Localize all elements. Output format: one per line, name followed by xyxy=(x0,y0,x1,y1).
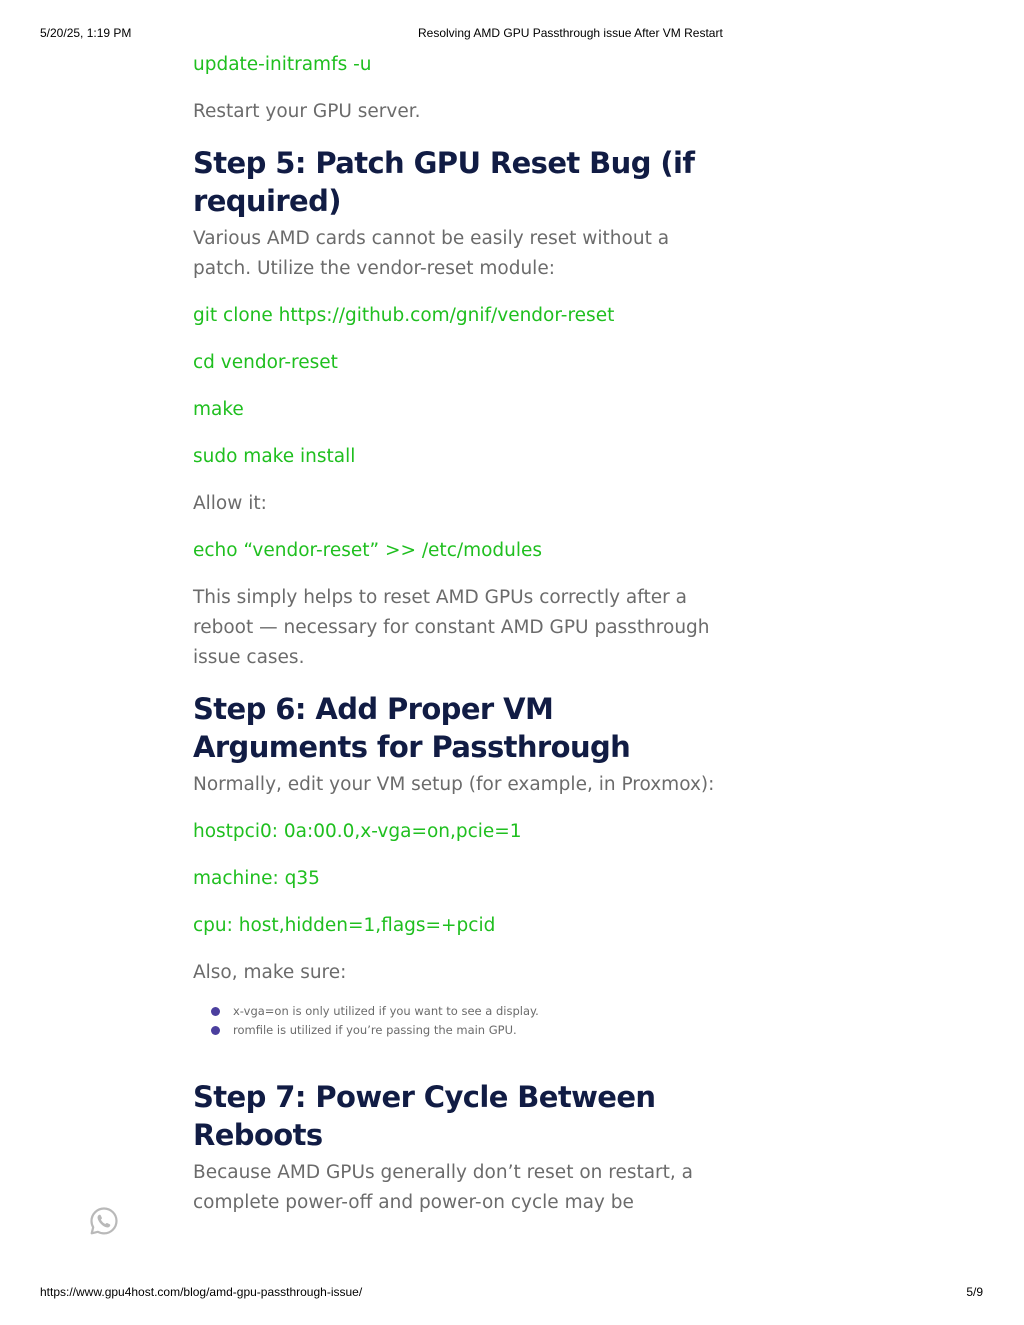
step5-allow-command: echo “vendor-reset” >> /etc/modules xyxy=(193,540,543,561)
print-datetime: 5/20/25, 1:19 PM xyxy=(40,26,132,40)
step7-intro: Because AMD GPUs generally don’t reset on restart, a complete power-off and power-on cycle may be xyxy=(193,1162,694,1213)
print-footer xyxy=(0,1285,1024,1301)
list-item xyxy=(211,1021,723,1040)
step5-command-cd: cd vendor-reset xyxy=(193,352,338,373)
step5-allow-text: Allow it: xyxy=(193,493,267,514)
step5-command-install: sudo make install xyxy=(193,446,356,467)
step6-config-cpu: cpu: host,hidden=1,flags=+pcid xyxy=(193,915,496,936)
bullet-dot-icon xyxy=(211,1026,220,1035)
print-page-title: Resolving AMD GPU Passthrough issue After VM Restart xyxy=(418,26,723,40)
step6-heading: Step 6: Add Proper VM Arguments for Passthrough xyxy=(193,692,631,764)
print-url: https://www.gpu4host.com/blog/amd-gpu-passthrough-issue/ xyxy=(40,1285,363,1299)
print-header xyxy=(0,26,1024,42)
restart-text: Restart your GPU server. xyxy=(193,101,421,122)
step6-also-text: Also, make sure: xyxy=(193,962,347,983)
code-update-initramfs: update-initramfs -u xyxy=(193,54,372,75)
step6-config-hostpci: hostpci0: 0a:00.0,x-vga=on,pcie=1 xyxy=(193,821,522,842)
article-content xyxy=(193,50,723,1235)
bullet-text: romfile is utilized if you’re passing the main GPU. xyxy=(233,1023,517,1037)
step6-bullet-list xyxy=(193,1002,723,1040)
step5-outro: This simply helps to reset AMD GPUs correctly after a reboot — necessary for constant AMD GPU passthrough issue cases. xyxy=(193,587,710,668)
list-item xyxy=(211,1002,723,1021)
print-page-number: 5/9 xyxy=(966,1285,983,1299)
whatsapp-icon[interactable] xyxy=(88,1205,120,1237)
bullet-text: x-vga=on is only utilized if you want to see a display. xyxy=(233,1004,539,1018)
step6-config-machine: machine: q35 xyxy=(193,868,320,889)
step5-command-git-clone: git clone https://github.com/gnif/vendor-reset xyxy=(193,305,615,326)
step5-heading: Step 5: Patch GPU Reset Bug (if required) xyxy=(193,146,695,218)
bullet-dot-icon xyxy=(211,1007,220,1016)
step6-intro: Normally, edit your VM setup (for example, in Proxmox): xyxy=(193,774,715,795)
step5-command-make: make xyxy=(193,399,244,420)
step5-intro: Various AMD cards cannot be easily reset without a patch. Utilize the vendor-reset module: xyxy=(193,228,670,279)
step7-heading: Step 7: Power Cycle Between Reboots xyxy=(193,1080,656,1152)
